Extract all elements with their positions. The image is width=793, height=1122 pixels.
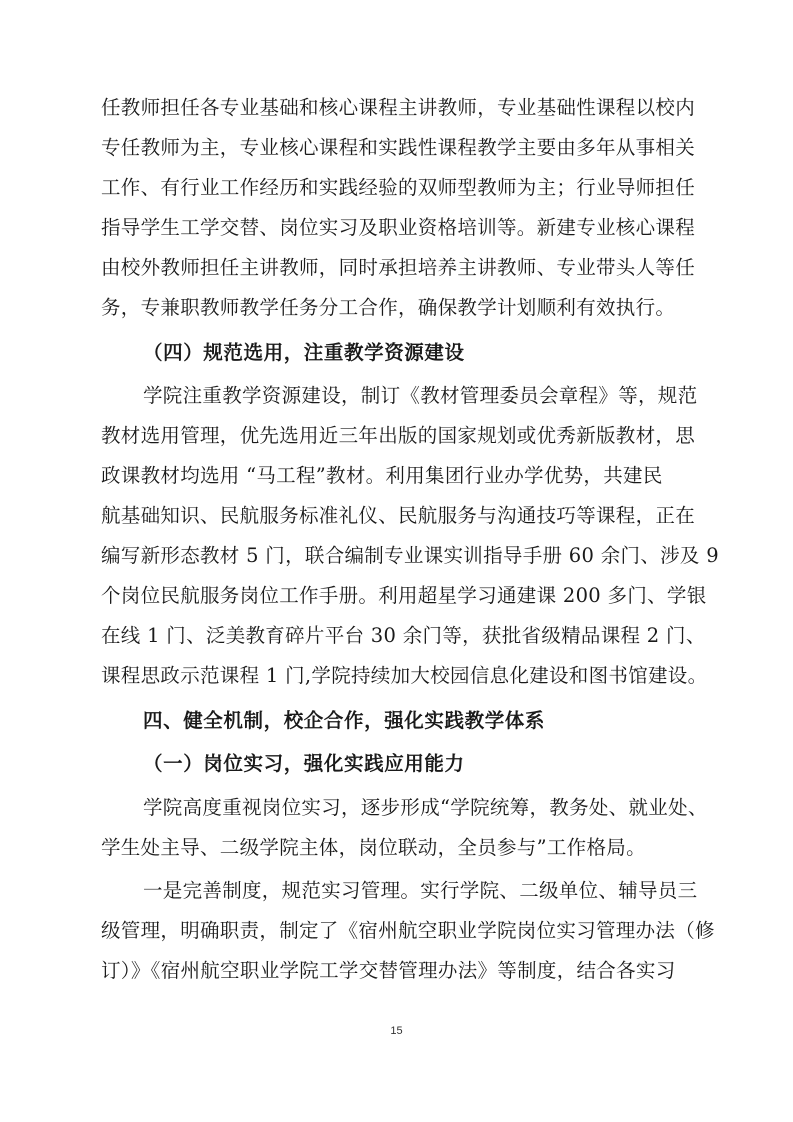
body-text-line: 指导学生工学交替、岗位实习及职业资格培训等。新建专业核心课程 xyxy=(101,216,696,239)
body-text-line: 级管理，明确职责，制定了《宿州航空职业学院岗位实习管理办法（修 xyxy=(101,919,715,942)
body-text-line: 学生处主导、二级学院主体，岗位联动，全员参与”工作格局。 xyxy=(101,836,646,859)
chapter-heading: 四、健全机制，校企合作，强化实践教学体系 xyxy=(143,709,546,732)
body-text-line: 工作、有行业工作经历和实践经验的双师型教师为主；行业导师担任 xyxy=(101,176,696,199)
body-text-line: 教材选用管理，优先选用近三年出版的国家规划或优秀新版教材，思 xyxy=(101,424,696,447)
body-text-line: 在线 1 门、泛美教育碎片平台 30 余门等，获批省级精品课程 2 门、 xyxy=(101,624,706,647)
body-text-line: 个岗位民航服务岗位工作手册。利用超星学习通建课 200 多门、学银 xyxy=(101,584,707,607)
body-text-line: 专任教师为主，专业核心课程和实践性课程教学主要由多年从事相关 xyxy=(101,136,696,159)
section-heading: （一）岗位实习，强化实践应用能力 xyxy=(143,752,465,775)
body-text-line: 务，专兼职教师教学任务分工合作，确保教学计划顺利有效执行。 xyxy=(101,296,676,319)
body-text-line: 学院高度重视岗位实习，逐步形成“学院统筹，教务处、就业处、 xyxy=(143,796,708,819)
body-text-line: 编写新形态教材 5 门，联合编制专业课实训指导手册 60 余门、涉及 9 xyxy=(101,544,719,567)
body-text-line: 课程思政示范课程 1 门,学院持续加大校园信息化建设和图书馆建设。 xyxy=(101,664,708,687)
body-text-line: 学院注重教学资源建设，制订《教材管理委员会章程》等，规范 xyxy=(143,384,698,407)
body-text-line: 政课教材均选用 “马工程”教材。利用集团行业办学优势，共建民 xyxy=(101,464,663,487)
body-text-line: 航基础知识、民航服务标准礼仪、民航服务与沟通技巧等课程，正在 xyxy=(101,504,696,527)
body-text-line: 任教师担任各专业基础和核心课程主讲教师，专业基础性课程以校内 xyxy=(101,96,696,119)
section-heading: （四）规范选用，注重教学资源建设 xyxy=(143,341,465,364)
body-text-line: 一是完善制度，规范实习管理。实行学院、二级单位、辅导员三 xyxy=(143,879,698,902)
page-number: 15 xyxy=(390,1025,403,1037)
body-text-line: 订）》《宿州航空职业学院工学交替管理办法》等制度，结合各实习 xyxy=(101,959,676,982)
body-text-line: 由校外教师担任主讲教师，同时承担培养主讲教师、专业带头人等任 xyxy=(101,256,696,279)
